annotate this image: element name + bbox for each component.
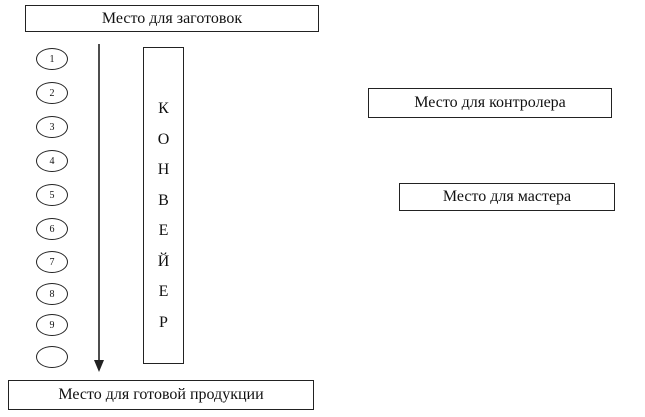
conveyor-letter: К xyxy=(158,100,169,117)
conveyor-letter: Р xyxy=(159,313,168,331)
conveyor-letter: Е xyxy=(158,283,169,300)
conveyor-box xyxy=(143,47,184,364)
workstation-circle: 1 xyxy=(36,48,68,70)
controller-area-box xyxy=(368,88,612,118)
conveyor-letter: В xyxy=(158,191,169,209)
workstation-circle: 7 xyxy=(36,251,68,273)
workstation-circle: 5 xyxy=(36,184,68,206)
conveyor-letter: Н xyxy=(157,161,170,178)
workstation-circle: 4 xyxy=(36,150,68,172)
conveyor-letter: О xyxy=(157,130,170,148)
workstation-circle: 8 xyxy=(36,283,68,305)
workstation-circle: 3 xyxy=(36,116,68,138)
workstation-circle xyxy=(36,346,68,368)
master-area-box xyxy=(399,183,615,211)
conveyor-letter: Е xyxy=(158,222,169,239)
flow-direction-arrow xyxy=(90,44,108,374)
master-area-label: Место для мастера xyxy=(442,188,572,205)
conveyor-letter: Й xyxy=(157,252,170,270)
finished-goods-area-label: Место для готовой продукции xyxy=(58,386,264,403)
blanks-area-box xyxy=(25,5,319,32)
workstation-circle: 2 xyxy=(36,82,68,104)
blanks-area-label: Место для заготовок xyxy=(101,9,243,27)
workstation-circle: 6 xyxy=(36,218,68,240)
controller-area-label: Место для контролера xyxy=(414,94,566,111)
finished-goods-area-box xyxy=(8,380,314,410)
workstation-circle: 9 xyxy=(36,314,68,336)
